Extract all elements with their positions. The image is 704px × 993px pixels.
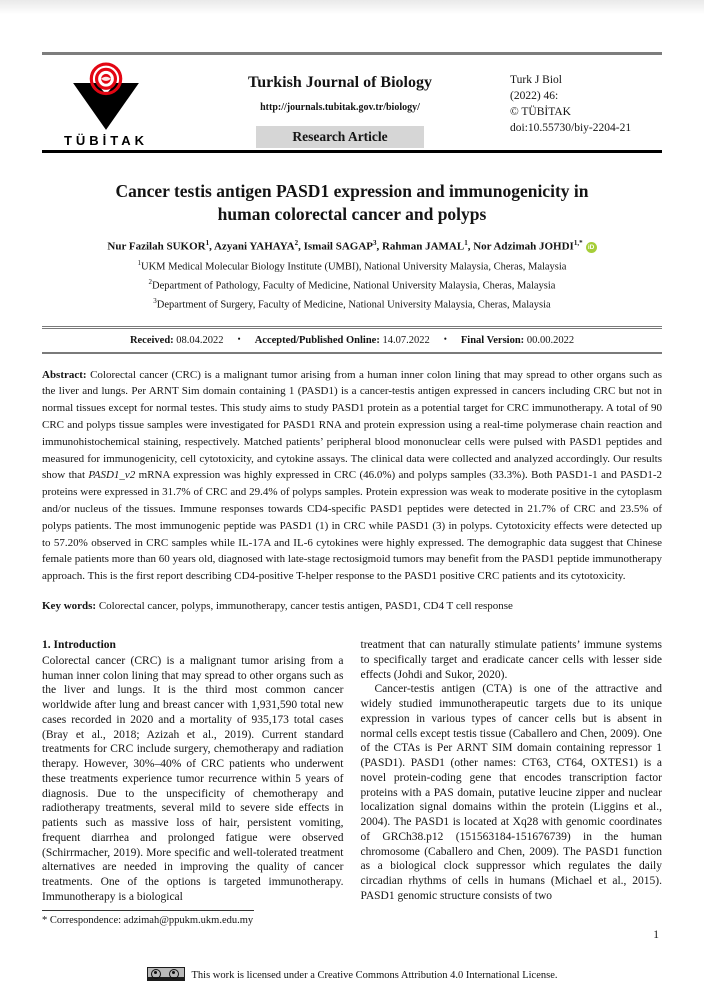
author-name: Nor Adzimah JOHDI	[473, 240, 574, 253]
abstract-text-part1: Colorectal cancer (CRC) is a malignant tumor arising from a human inner colon lining that may spread to other organs such as the liver and lungs. Per ARNT Sim domain containing 1 (PASD1) is a cancer-testis antigen expressed in cancers including CRC but not in normal tissues except for normal testes. This study aims to study PASD1 protein as a potential target for CRC immunotherapy. A total of 90 CRC and polyps tissue samples were investigated for PASD1 RNA and protein expression using a real-time polymerase chain reaction and immunohistochemical staining, respectively. Matched patients’ peripheral blood mononuclear cells were pulsed with PASD1 peptides and measured for immunogenicity, cell cytotoxicity, and cytokine assays. The clinical data were collected and analyzed accordingly. Our results show that	[42, 368, 662, 482]
abstract-label: Abstract:	[42, 368, 87, 381]
keywords-text: Colorectal cancer, polyps, immunotherapy, cancer testis antigen, PASD1, CD4 T cell response	[96, 600, 513, 613]
footnote-text	[42, 914, 344, 929]
article-title: Cancer testis antigen PASD1 expression and immunogenicity in human colorectal cancer and polyps	[115, 181, 589, 224]
cc-attribution-person-icon	[169, 969, 179, 979]
abstract-italic-term: PASD1_v2	[88, 469, 136, 482]
journal-info	[170, 62, 510, 148]
keywords-line	[42, 600, 662, 612]
tubitak-logo-text: TÜBİTAK	[63, 133, 149, 148]
license-text: This work is licensed under a Creative Commons Attribution 4.0 International License.	[191, 970, 558, 981]
header-black-rule	[42, 150, 662, 153]
author-affil-sup: 2	[294, 239, 299, 247]
accepted-label: Accepted/Published Online:	[254, 334, 380, 346]
author-name: Azyani YAHAYA	[214, 240, 295, 253]
affiliation-text: UKM Medical Molecular Biology Institute (UMBI), National University Malaysia, Cheras, Malaysia	[141, 261, 567, 273]
author-name: Nur Fazilah SUKOR	[107, 240, 206, 253]
right-column	[361, 638, 663, 928]
intro-paragraph-left: Colorectal cancer (CRC) is a malignant tumor arising from a human inner colon lining that may spread to other organs such as the liver and lungs. It is the third most common cancer worldwide after lung and breast cancer with 1,931,590 total new cases recorded in 2020 and a mortality of 935,173 total cases (Bray et al., 2018; Azizah et al., 2019). Current standard treatments for CRC include surgery, chemotherapy and radiation therapy. However, 30%–40% of CRC patients who underwent these treatments experience tumor recurrence within 5 years of diagnosis. Due to the unspecificity of chemotherapy and radiotherapy treatments, several mild to severe side effects in patients such as massive loss of hair, persistent vomiting, frequent diarrhea and prolonged fatigue were observed (Schirrmacher, 2019). More specific and well-tolerated treatment alternatives are needed in improving the quality of cancer treatments. One of the options is targeted immunotherapy. Immunotherapy is a biological	[42, 654, 344, 903]
issue-journal-abbrev: Turk J Biol	[510, 74, 562, 86]
journal-title: Turkish Journal of Biology	[248, 74, 432, 91]
keywords-label: Key words:	[42, 600, 97, 613]
page-top-shadow	[0, 0, 704, 16]
page-number: 1	[653, 929, 659, 941]
bullet-separator: •	[443, 333, 447, 344]
cc-by-badge-icon[interactable]	[147, 967, 185, 981]
author-affil-sup: 1,*	[573, 239, 583, 247]
correspondence-email-link[interactable]: adzimah@ppukm.ukm.edu.my	[123, 914, 254, 926]
accepted-value: 14.07.2022	[382, 334, 430, 346]
correspondence-label: * Correspondence:	[42, 914, 124, 926]
affiliation-line	[42, 256, 662, 275]
body-columns	[42, 638, 662, 928]
intro-paragraph-right-1: treatment that can naturally stimulate patients’ immune systems to specifically target and eradicate cancer cells with lesser side effects (Johdi and Sukor, 2020).	[360, 639, 662, 681]
section-heading-introduction: 1. Introduction	[42, 639, 116, 652]
author-affil-sup: 1	[205, 239, 210, 247]
received-value: 08.04.2022	[176, 334, 224, 346]
author-name: Rahman JAMAL	[381, 240, 465, 253]
author-affil-sup: 1	[464, 239, 468, 247]
author-affil-sup: 3	[372, 239, 377, 247]
author-line	[42, 239, 662, 253]
bullet-separator: •	[237, 333, 241, 344]
affiliations	[42, 256, 662, 313]
affiliation-sup: 2	[148, 277, 152, 286]
author-separator: ,	[467, 240, 474, 253]
left-column	[42, 638, 344, 928]
issue-info	[510, 62, 662, 136]
author-separator: ,	[298, 240, 304, 253]
correspondence-footnote	[42, 910, 344, 929]
final-version-label: Final Version:	[460, 334, 525, 346]
license-footer	[0, 967, 704, 981]
affiliation-line	[42, 294, 662, 313]
tubitak-logo	[42, 62, 170, 148]
dates-bar	[42, 326, 662, 354]
affiliation-sup: 3	[153, 296, 157, 305]
orcid-id-icon[interactable]: iD	[586, 242, 597, 253]
issue-copyright: © TÜBİTAK	[510, 106, 571, 118]
author-separator: ,	[209, 240, 215, 253]
abstract-text-part2: mRNA expression was highly expressed in CRC (46.0%) and polyps samples (33.3%). Both PASD1-1 and PASD1-2 proteins were expressed in 31.7% of CRC and 29.4% of polyps samples. Protein expression was weak to moderate positive in the cytoplasm and/or nucleus of the tissues. Immune responses towards CD4-specific PASD1 peptides were detected in 21.7% of CRC and 23.5% of polyps patients. The most immunogenic peptide was PASD1 (1) in CRC while PASD1 (3) in polyps. Cytotoxicity effects were detected up to 57.20% observed in CRC samples while IL-17A and IL-6 cytokines were highly expressed. The demographic data suggest that Chinese female patients more than 60 years old, diagnosed with late-stage rectosigmoid tumors may benefit from the PASD1 peptide immunotherapy approach. This is the first report describing CD4-positive T-helper response to the PASD1 positive CRC patients and its cytotoxicity.	[42, 469, 662, 583]
journal-header	[42, 62, 662, 148]
final-version-value: 00.00.2022	[526, 334, 575, 346]
top-gray-rule	[42, 52, 662, 55]
issue-year-volume: (2022) 46:	[510, 90, 559, 102]
affiliation-text: Department of Surgery, Faculty of Medicine, National University Malaysia, Cheras, Malaysia	[156, 299, 551, 311]
received-label: Received:	[129, 334, 174, 346]
article-type-badge: Research Article	[256, 126, 423, 148]
cc-symbol-icon	[151, 969, 161, 979]
intro-paragraph-right-2: Cancer-testis antigen (CTA) is one of the attractive and widely studied immunotherapeutic targets due to its unique expression in various types of cancer cells but is absent in normal cells except testis tissue (Caballero and Chen, 2009). One of the CTAs is Per ARNT SIM domain containing repressor 1 (PASD1). PASD1 (other names: CT63, CT64, OXTES1) is a novel protein-coding gene that encodes transcription factor proteins with a PAS domain, putative leucine zipper and nuclear localization signal domains within the protein (Liggins et al., 2004). The PASD1 is located at Xq28 with genomic coordinates of GRCh38.p12 (151563184-151676739) in the human chromosome (Caballero and Chen, 2009). The PASD1 function as a biological clock suppressor which regulates the daily circadian rhythms of cells in humans (Michael et al., 2015). PASD1 genomic structure consists of two	[360, 683, 662, 902]
issue-doi[interactable]: doi:10.55730/biy-2204-21	[510, 122, 632, 134]
footnote-rule	[42, 910, 254, 911]
author-separator: ,	[376, 240, 382, 253]
journal-url-link[interactable]: http://journals.tubitak.gov.tr/biology/	[260, 102, 420, 113]
tubitak-logo-icon	[67, 62, 145, 132]
abstract	[42, 367, 662, 585]
author-name: Ismail SAGAP	[303, 240, 373, 253]
affiliation-sup: 1	[137, 258, 142, 267]
affiliation-text: Department of Pathology, Faculty of Medicine, National University Malaysia, Cheras, Malaysia	[152, 280, 556, 292]
affiliation-line	[42, 275, 662, 294]
